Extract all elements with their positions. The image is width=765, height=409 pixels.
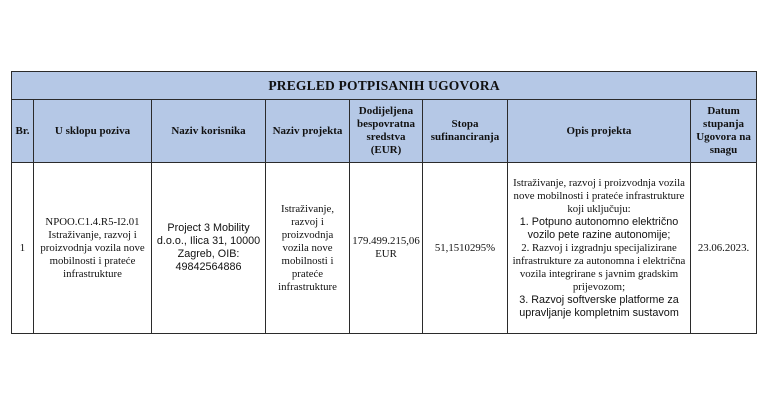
header-stopa-sufinanciranja: Stopa sufinanciranja — [423, 100, 508, 163]
cell-naziv-korisnika: Project 3 Mobility d.o.o., Ilica 31, 10000 Zagreb, OIB: 49842564886 — [152, 163, 266, 334]
header-u-sklopu-poziva: U sklopu poziva — [34, 100, 152, 163]
contracts-table — [11, 71, 757, 334]
table-row — [12, 163, 757, 334]
cell-br: 1 — [12, 163, 34, 334]
cell-stopa-sufinanciranja: 51,1510295% — [423, 163, 508, 334]
header-opis-projekta: Opis projekta — [508, 100, 691, 163]
cell-opis-projekta — [508, 163, 691, 334]
header-br: Br. — [12, 100, 34, 163]
header-naziv-korisnika: Naziv korisnika — [152, 100, 266, 163]
cell-dodijeljena-sredstva: 179.499.215,06 EUR — [350, 163, 423, 334]
cell-naziv-projekta: Istraživanje, razvoj i proizvodnja vozila nove mobilnosti i prateće infrastrukture — [266, 163, 350, 334]
header-dodijeljena-sredstva: Dodijeljena bespovratna sredstva (EUR) — [350, 100, 423, 163]
opis-line: 2. Razvoj i izgradnju specijalizirane infrastrukture za autonomna i električna vozila integrirane s javnim gradskim prijevozom; — [512, 241, 686, 293]
header-naziv-projekta: Naziv projekta — [266, 100, 350, 163]
cell-datum: 23.06.2023. — [691, 163, 757, 334]
opis-line: Istraživanje, razvoj i proizvodnja vozila nove mobilnosti i prateće infrastrukture koji uključuju: — [513, 176, 685, 215]
opis-line: 1. Potpuno autonomno električno vozilo pete razine autonomije; — [519, 215, 679, 241]
cell-u-sklopu-poziva: NPOO.C1.4.R5-I2.01 Istraživanje, razvoj i proizvodnja vozila nove mobilnosti i prateće infrastrukture — [34, 163, 152, 334]
header-datum: Datum stupanja Ugovora na snagu — [691, 100, 757, 163]
table-title: PREGLED POTPISANIH UGOVORA — [12, 72, 757, 100]
opis-line: 3. Razvoj softverske platforme za upravljanje kompletnim sustavom — [519, 293, 679, 319]
